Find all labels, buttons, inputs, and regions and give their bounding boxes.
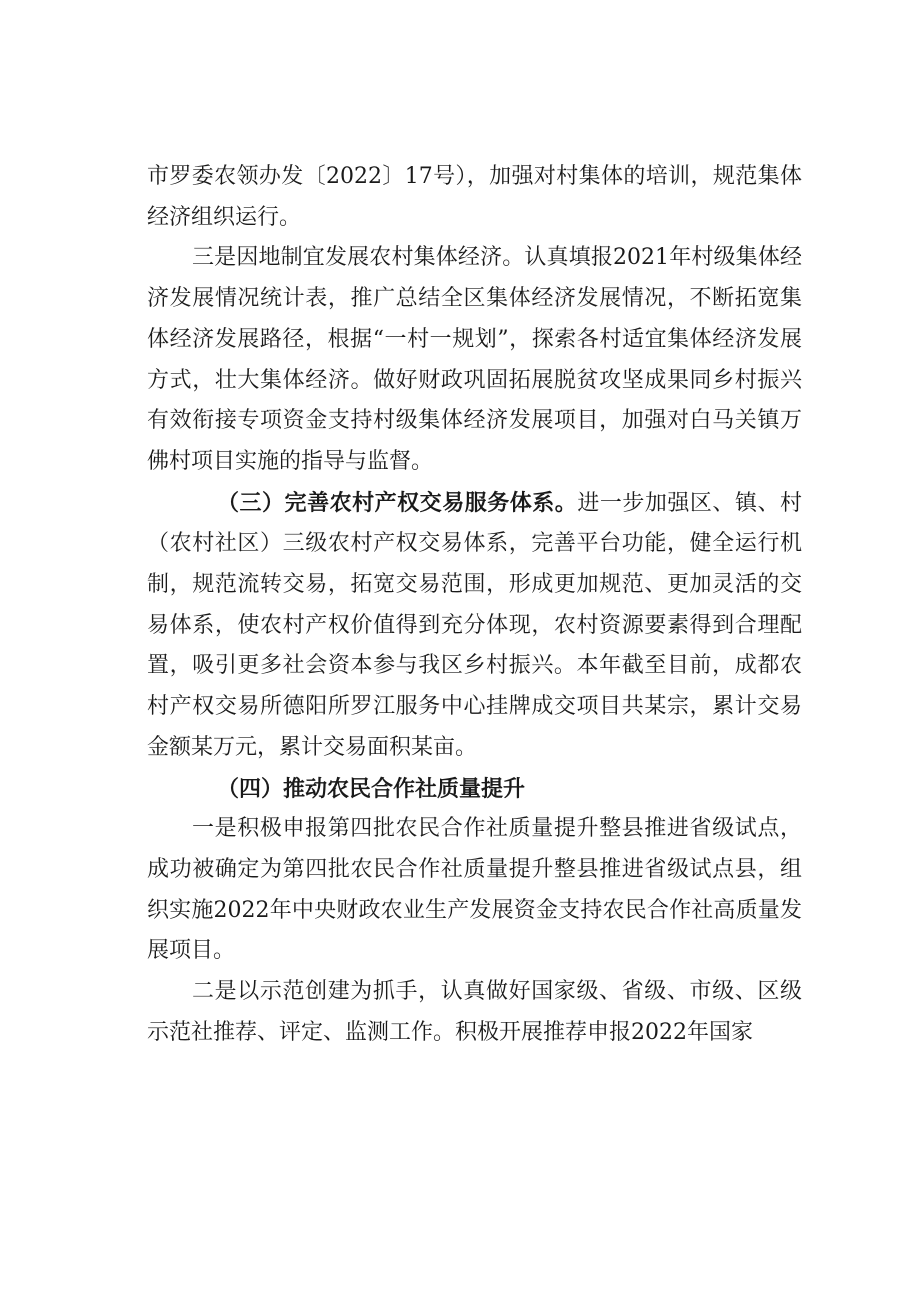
section-heading-inline: （三）完善农村产权交易服务体系。 bbox=[217, 489, 578, 516]
paragraph-pilot-application bbox=[147, 809, 802, 972]
paragraph-demonstration bbox=[147, 972, 802, 1053]
document-body bbox=[147, 157, 802, 1053]
section-heading-cooperatives: （四）推动农民合作社质量提升 bbox=[217, 775, 526, 802]
paragraph-text: 市罗委农领办发〔2022〕17号），加强对村集体的培训，规范集体经济组织运行。 bbox=[147, 164, 802, 230]
paragraph-text: 进一步加强区、镇、村（农村社区）三级农村产权交易体系，完善平台功能，健全运行机制，规范流转交易，拓宽交易范围，形成更加规范、更加灵活的交易体系，使农村产权价值得到充分体现，农村资源要素得到合理配置，吸引更多社会资本参与我区乡村振兴。本年截至目前，成都农村产权交易所德阳所罗江服务中心挂牌成交项目共某宗，累计交易金额某万元，累计交易面积某亩。 bbox=[147, 490, 802, 760]
paragraph-collective-economy bbox=[147, 238, 802, 482]
paragraph-text: 二是以示范创建为抓手，认真做好国家级、省级、市级、区级示范社推荐、评定、监测工作。积极开展推荐申报2022年国家 bbox=[147, 979, 802, 1045]
paragraph-text: 一是积极申报第四批农民合作社质量提升整县推进省级试点，成功被确定为第四批农民合作社质量提升整县推进省级试点县，组织实施2022年中央财政农业生产发展资金支持农民合作社高质量发展项目。 bbox=[147, 816, 802, 964]
paragraph-continuation bbox=[147, 157, 802, 238]
paragraph-property-rights bbox=[147, 483, 802, 769]
paragraph-text: 三是因地制宜发展农村集体经济。认真填报2021年村级集体经济发展情况统计表，推广总结全区集体经济发展情况，不断拓宽集体经济发展路径，根据“一村一规划”，探索各村适宜集体经济发展方式，壮大集体经济。做好财政巩固拓展脱贫攻坚成果同乡村振兴有效衔接专项资金支持村级集体经济发展项目，加强对白马关镇万佛村项目实施的指导与监督。 bbox=[147, 245, 802, 474]
